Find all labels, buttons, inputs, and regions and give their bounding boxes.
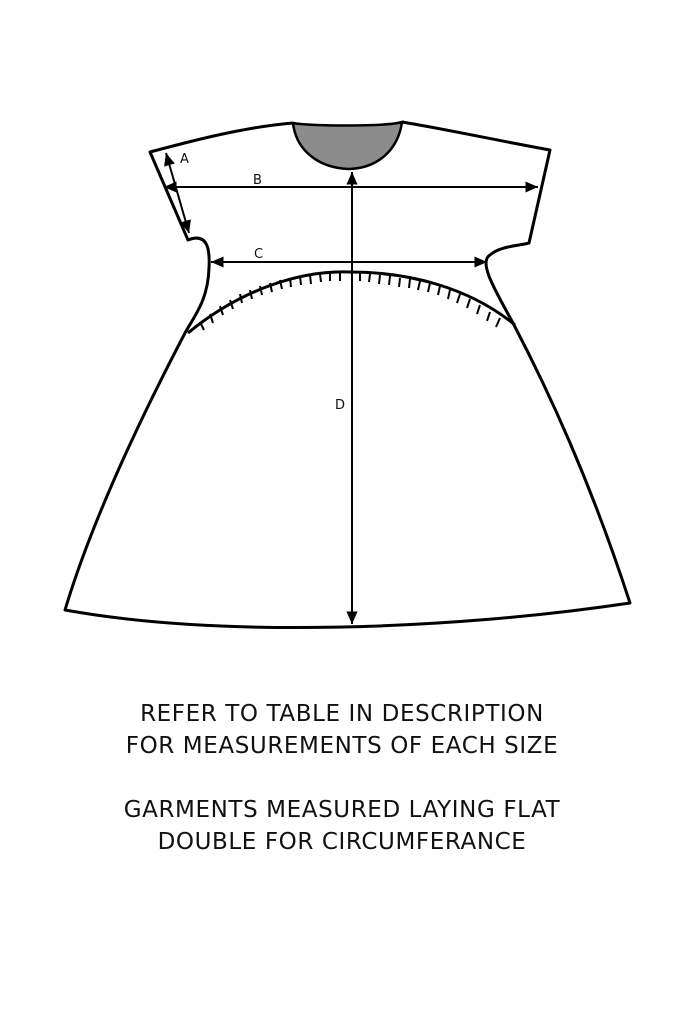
label-c: C bbox=[254, 247, 264, 262]
note-line-3: GARMENTS MEASURED LAYING FLAT bbox=[123, 797, 561, 823]
measurement-reference-note bbox=[0, 698, 684, 762]
label-a: A bbox=[180, 152, 189, 167]
dress-outline bbox=[65, 122, 630, 628]
waist-gathers bbox=[200, 273, 500, 330]
note-line-4: DOUBLE FOR CIRCUMFERANCE bbox=[157, 829, 527, 855]
neckline-shading bbox=[293, 122, 402, 169]
label-b: B bbox=[253, 173, 262, 188]
measurement-method-note bbox=[0, 794, 684, 858]
note-line-2: FOR MEASUREMENTS OF EACH SIZE bbox=[125, 733, 559, 759]
label-d: D bbox=[335, 398, 346, 413]
note-line-1: REFER TO TABLE IN DESCRIPTION bbox=[140, 701, 544, 727]
